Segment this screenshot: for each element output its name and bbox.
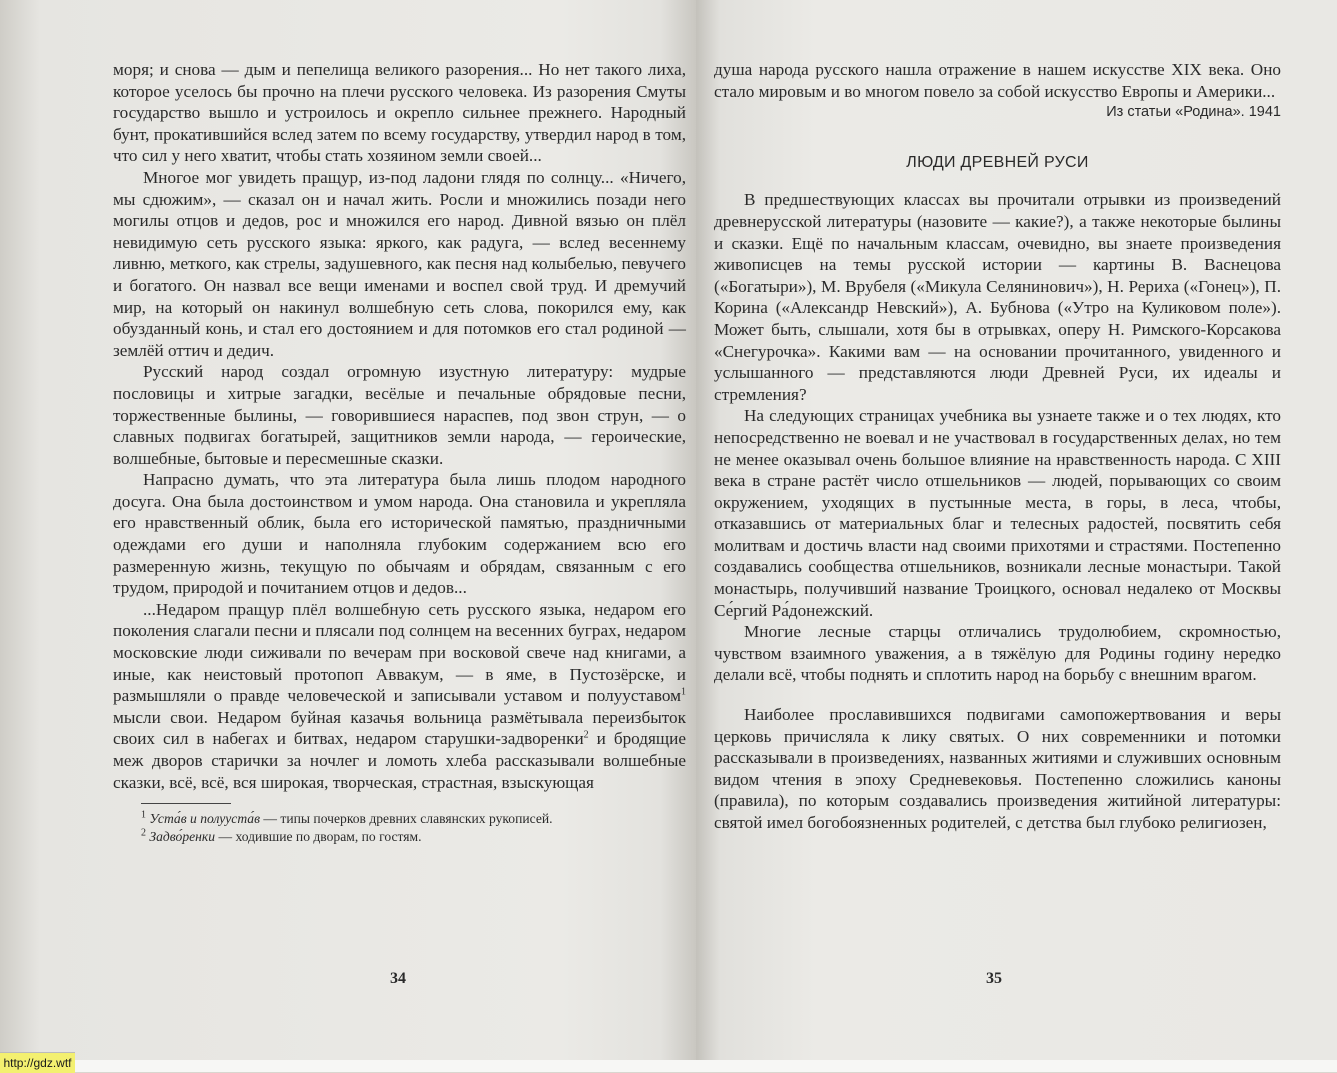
left-text-column: [113, 59, 686, 845]
paragraph: В предшествующих классах вы прочитали отрывки из произведений древнерусской литературы (назовите — какие?), а также некоторые былины и сказки. Ещё по начальным классам, очевидно, вы знаете произведения живописцев на темы русской истории — картины В. Васнецова («Богатыри»), М. Врубеля («Микула Селянинович»), Н. Рериха («Гонец»), П. Корина («Александр Невский»), А. Бубнова («Утро на Куликовом поле»). Может быть, слышали, хотя бы в отрывках, оперу Н. Римского-Корсакова «Снегурочка». Какими вам — на основании прочитанного, увиденного и услышанного — представляются люди Древней Руси, их идеалы и стремления?: [714, 190, 1281, 404]
footnote-2: [113, 828, 686, 846]
footnote-rule: [141, 803, 231, 804]
paragraph: Многие лесные старцы отличались трудолюбием, скромностью, чувством взаимного уважения, а в тяжёлую для Родины годину нередко делали всё, чтобы поднять и сплотить народ на борьбу с внешним врагом.: [714, 622, 1281, 685]
source-citation: Из статьи «Родина». 1941: [1106, 104, 1281, 121]
paragraph-text: ...Недаром пращур плёл волшебную сеть русского языка, недаром его поколения слагали песни и плясали под солнцем на весенних буграх, недаром московские люди сиживали по вечерам при восковой свече над книгами, а иные, как неистовый протопоп Аввакум, — в яме, в Пустозёрске, и размышляли о правде человеческой и записывали уставом и полууставом: [113, 599, 686, 706]
page-number: 34: [390, 970, 406, 987]
watermark-label: http://gdz.wtf: [0, 1052, 75, 1073]
scan-bottom-edge: [0, 1060, 1337, 1072]
paragraph-text: мысли свои. Недаром буйная казачья вольница размётывала переизбыток своих сил в набегах и битвах, недаром старушки-задворенки: [113, 707, 686, 749]
footnote-mark: 2: [141, 827, 146, 839]
paragraph: душа народа русского нашла отражение в нашем искусстве XIX века. Оно стало мировым и во многом повело за собой искусство Европы и Америки...: [714, 60, 1281, 101]
section-heading: ЛЮДИ ДРЕВНЕЙ РУСИ: [906, 153, 1089, 171]
footnote-term: Задво́ренки: [149, 828, 216, 844]
footnote-mark: 1: [141, 809, 146, 821]
footnote-ref-1: 1: [681, 686, 686, 698]
section-gap: [714, 686, 1281, 704]
paragraph: На следующих страницах учебника вы узнаете также и о тех людях, кто непосредственно не воевал и не участвовал в государственных делах, но тем не менее оказывал очень большое влияние на нравственность народа. С XIII века в стране растёт число отшельников — людей, порывающих со своим окружением, уходящих в пустынные места, в горы, в леса, чтобы, отказавшись от материальных благ и телесных радостей, посвятить себя молитвам и достичь власти над своими прихотями и страстями. Постепенно создавались сообщества отшельников, возникали лесные монастыри. Такой монастырь, получивший название Троицкого, основал недалеко от Москвы Се́ргий Ра́донежский.: [714, 406, 1281, 620]
paragraph: [113, 599, 686, 793]
paragraph: Напрасно думать, что эта литература была лишь плодом народного досуга. Она была достоинством и умом народа. Она становила и укрепляла его нравственный облик, была его исторической памятью, праздничными одеждами его души и наполняла глубоким содержанием всю его размеренную жизнь, текущую по обычаям и обрядам, связанным с его трудом, природой и почитанием отцов и дедов...: [113, 470, 686, 598]
page-number: 35: [986, 970, 1002, 987]
footnote-text: — ходившие по дворам, по гостям.: [215, 828, 422, 844]
footnote-term: Уста́в и полууста́в: [149, 811, 261, 827]
right-page: [696, 0, 1337, 1060]
right-text-column: [714, 59, 1281, 834]
footnote-text: — типы почерков древних славянских рукописей.: [260, 811, 553, 827]
paragraph: Наиболее прославившихся подвигами самопожертвования и веры церковь причисляла к лику святых. О них современники и потомки рассказывали в произведениях, названных житиями и служивших основным видом чтения в эпоху Средневековья. Постепенно сложились каноны (правила), по которым создавались произведения житийной литературы: святой имел богобоязненных родителей, с детства был глубоко религиозен,: [714, 705, 1281, 832]
footnote-ref-2: 2: [583, 729, 589, 741]
footnotes: [113, 810, 686, 845]
paragraph: Многое мог увидеть пращур, из-под ладони глядя по солнцу... «Ничего, мы сдюжим», — сказал он и начал жить. Росли и множились позади него могилы отцов и дедов, рос и множился его народ. Дивной вязью он плёл невидимую сеть русского языка: яркого, как радуга, — вслед весеннему ливню, меткого, как стрелы, задушевного, как песня над колыбелью, певучего и богатого. Он назвал все вещи именами и воспел свой труд. И дремучий мир, на который он накинул волшебную сеть слова, покорился ему, как обузданный конь, и стал его достоянием и для потомков его стал родиной — землёй оттич и дедич.: [113, 167, 686, 360]
footnote-1: [113, 810, 686, 828]
paragraph: Русский народ создал огромную изустную литературу: мудрые пословицы и хитрые загадки, весёлые и печальные обрядовые песни, торжественные былины, — говорившиеся нараспев, под звон струн, — о славных подвигах богатырей, защитников земли народа, — героические, волшебные, бытовые и пересмешные сказки.: [113, 362, 686, 468]
paragraph: моря; и снова — дым и пепелища великого разорения... Но нет такого лиха, которое уселось бы прочно на плечи русского человека. Из разорения Смуты государство вышло и устроилось и окрепло сильнее прежнего. Народный бунт, прокатившийся вслед затем по всему государству, утвердил народ в том, что сил у него хватит, чтобы стать хозяином земли своей...: [113, 60, 686, 166]
paragraph-text: и бродящие меж дворов старички за ночлег и ломоть хлеба рассказывали волшебные сказки, всё, всё, вся широкая, творческая, страстная, взыскующая: [113, 729, 686, 792]
